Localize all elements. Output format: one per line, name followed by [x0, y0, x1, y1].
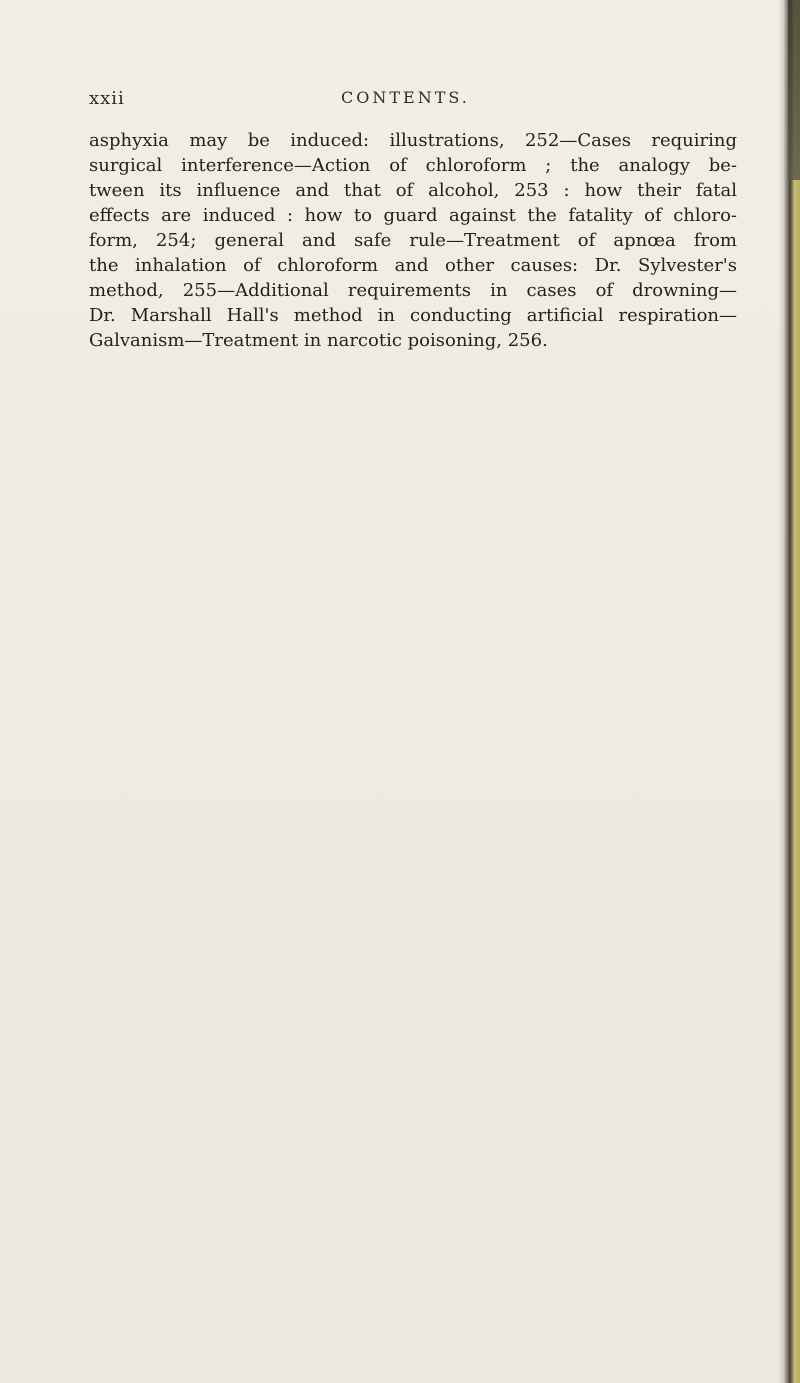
text-line: tween its influence and that of alcohol, 253 : how their fatal	[89, 180, 737, 201]
page-header	[0, 88, 800, 116]
text-line: method, 255—Additional requirements in cases of drowning—	[89, 280, 737, 301]
text-line: form, 254; general and safe rule—Treatment of apnœa from	[89, 230, 737, 251]
text-line: asphyxia may be induced: illustrations, 252—Cases requiring	[89, 130, 737, 151]
text-line: the inhalation of chloroform and other causes: Dr. Sylvester's	[89, 255, 737, 276]
text-line: effects are induced : how to guard against the fatality of chloro-	[89, 205, 737, 226]
text-line: Galvanism—Treatment in narcotic poisoning, 256.	[89, 330, 548, 351]
text-line: surgical interference—Action of chloroform ; the analogy be-	[89, 155, 737, 176]
page-edge-shadow	[778, 0, 800, 1383]
text-line: Dr. Marshall Hall's method in conducting artificial respiration—	[89, 305, 737, 326]
contents-paragraph	[89, 128, 737, 353]
running-title: CONTENTS.	[341, 88, 470, 107]
page-number: xxii	[89, 88, 125, 109]
